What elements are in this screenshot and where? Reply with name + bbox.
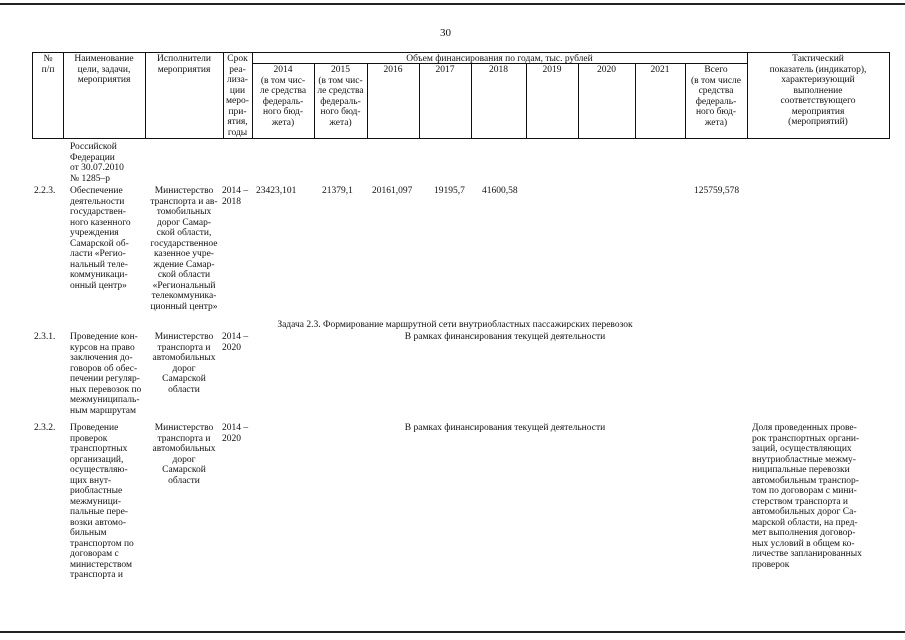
header-total: Всего (в том числе средства федераль- ного бюд- жета): [690, 65, 742, 128]
row-2-2-3-2014: 23423,101: [256, 186, 297, 196]
header-num: № п/п: [41, 54, 55, 75]
row-2-3-2-term: 2014 – 2020: [222, 423, 249, 444]
header-2014: 2014 (в том чис- ле средства федераль- ного бюд- жета): [259, 65, 307, 128]
header-2015: 2015 (в том чис- ле средства федераль- ного бюд- жета): [317, 65, 364, 128]
header-2020: 2020: [597, 65, 616, 75]
table-header: [32, 52, 890, 139]
row-2-3-2-indicator: Доля проведенных прове- рок транспортных органи- заций, осуществляющих внутриобластные межму- ниципальные перевозки автомобильным транспор- том по договорам с мини- стерством транспорта и автомобильных дорог Са- марской области, на пред- мет выполнения договор- ных условий в общем ко- личестве запланированных проверок: [752, 423, 862, 570]
header-2021: 2021: [650, 65, 670, 75]
row-2-3-1-funding: В рамках финансирования текущей деятельности: [404, 332, 606, 342]
row-2-3-1-name: Проведение кон- курсов на право заключения до- говоров об обес- печении регуляр- ных перевозок по межмуниципаль- ным маршрутам: [70, 332, 142, 416]
row-2-3-2-executors: Министерство транспорта и автомобильных дорог Самарской области: [152, 423, 216, 486]
row-2-3-2-number: 2.3.2.: [34, 423, 56, 433]
header-indicator: Тактический показатель (индикатор), характеризующий выполнение соответствующего мероприятия (мероприятий): [769, 54, 867, 127]
row-2-2-3-term: 2014 – 2018: [222, 186, 249, 207]
task-title: Задача 2.3. Формирование маршрутной сети внутриобластных пассажирских перевозок: [277, 320, 633, 330]
bottom-border-line: [0, 631, 905, 633]
header-executors: Исполнители мероприятия: [157, 54, 211, 75]
header-2016: 2016: [383, 65, 403, 75]
row-2-2-3-2018: 41600,58: [482, 186, 518, 196]
top-border-line: [0, 3, 905, 5]
row-2-3-1-number: 2.3.1.: [34, 332, 56, 342]
row-2-2-3-total: 125759,578: [694, 186, 740, 196]
header-funding: Объем финансирования по годам, тыс. рублей: [406, 54, 593, 64]
row-2-3-2-name: Проведение проверок транспортных организаций, осуществляю- щих внут- риобластные межмуници- пальные пере- возки автомо- бильным транспортом по договорам с министерством транспорта и: [70, 423, 134, 580]
row-2-2-3-name: Обеспечение деятельности государствен- ного казенного учреждения Самарской об- ласти «Регио- нальный теле- коммуникаци- онный центр»: [70, 186, 131, 291]
row-2-2-3-2016: 20161,097: [372, 186, 413, 196]
header-term: Срок реа- лиза- ции меро- при- ятия, годы: [226, 54, 249, 138]
page-number: 30: [440, 27, 451, 39]
row-2-2-3-2017: 19195,7: [434, 186, 465, 196]
header-2019: 2019: [542, 65, 562, 75]
row-2-2-3-2015: 21379,1: [322, 186, 353, 196]
header-name: Наименование цели, задачи, мероприятия: [74, 54, 134, 85]
row-2-2-3-number: 2.2.3.: [34, 186, 56, 196]
row-2-2-3-executors: Министерство транспорта и ав- томобильных дорог Самар- ской области, государственное казенное учре- ждение Самар- ской области «Региональный телекоммуника- ционный центр»: [150, 186, 218, 312]
header-2017: 2017: [435, 65, 455, 75]
header-2018: 2018: [489, 65, 508, 75]
row-2-3-1-executors: Министерство транспорта и автомобильных дорог Самарской области: [152, 332, 216, 395]
continuation-text: Российской Федерации от 30.07.2010 № 1285–р: [70, 142, 124, 184]
row-2-3-2-funding: В рамках финансирования текущей деятельности: [404, 423, 606, 433]
row-2-3-1-term: 2014 – 2020: [222, 332, 249, 353]
